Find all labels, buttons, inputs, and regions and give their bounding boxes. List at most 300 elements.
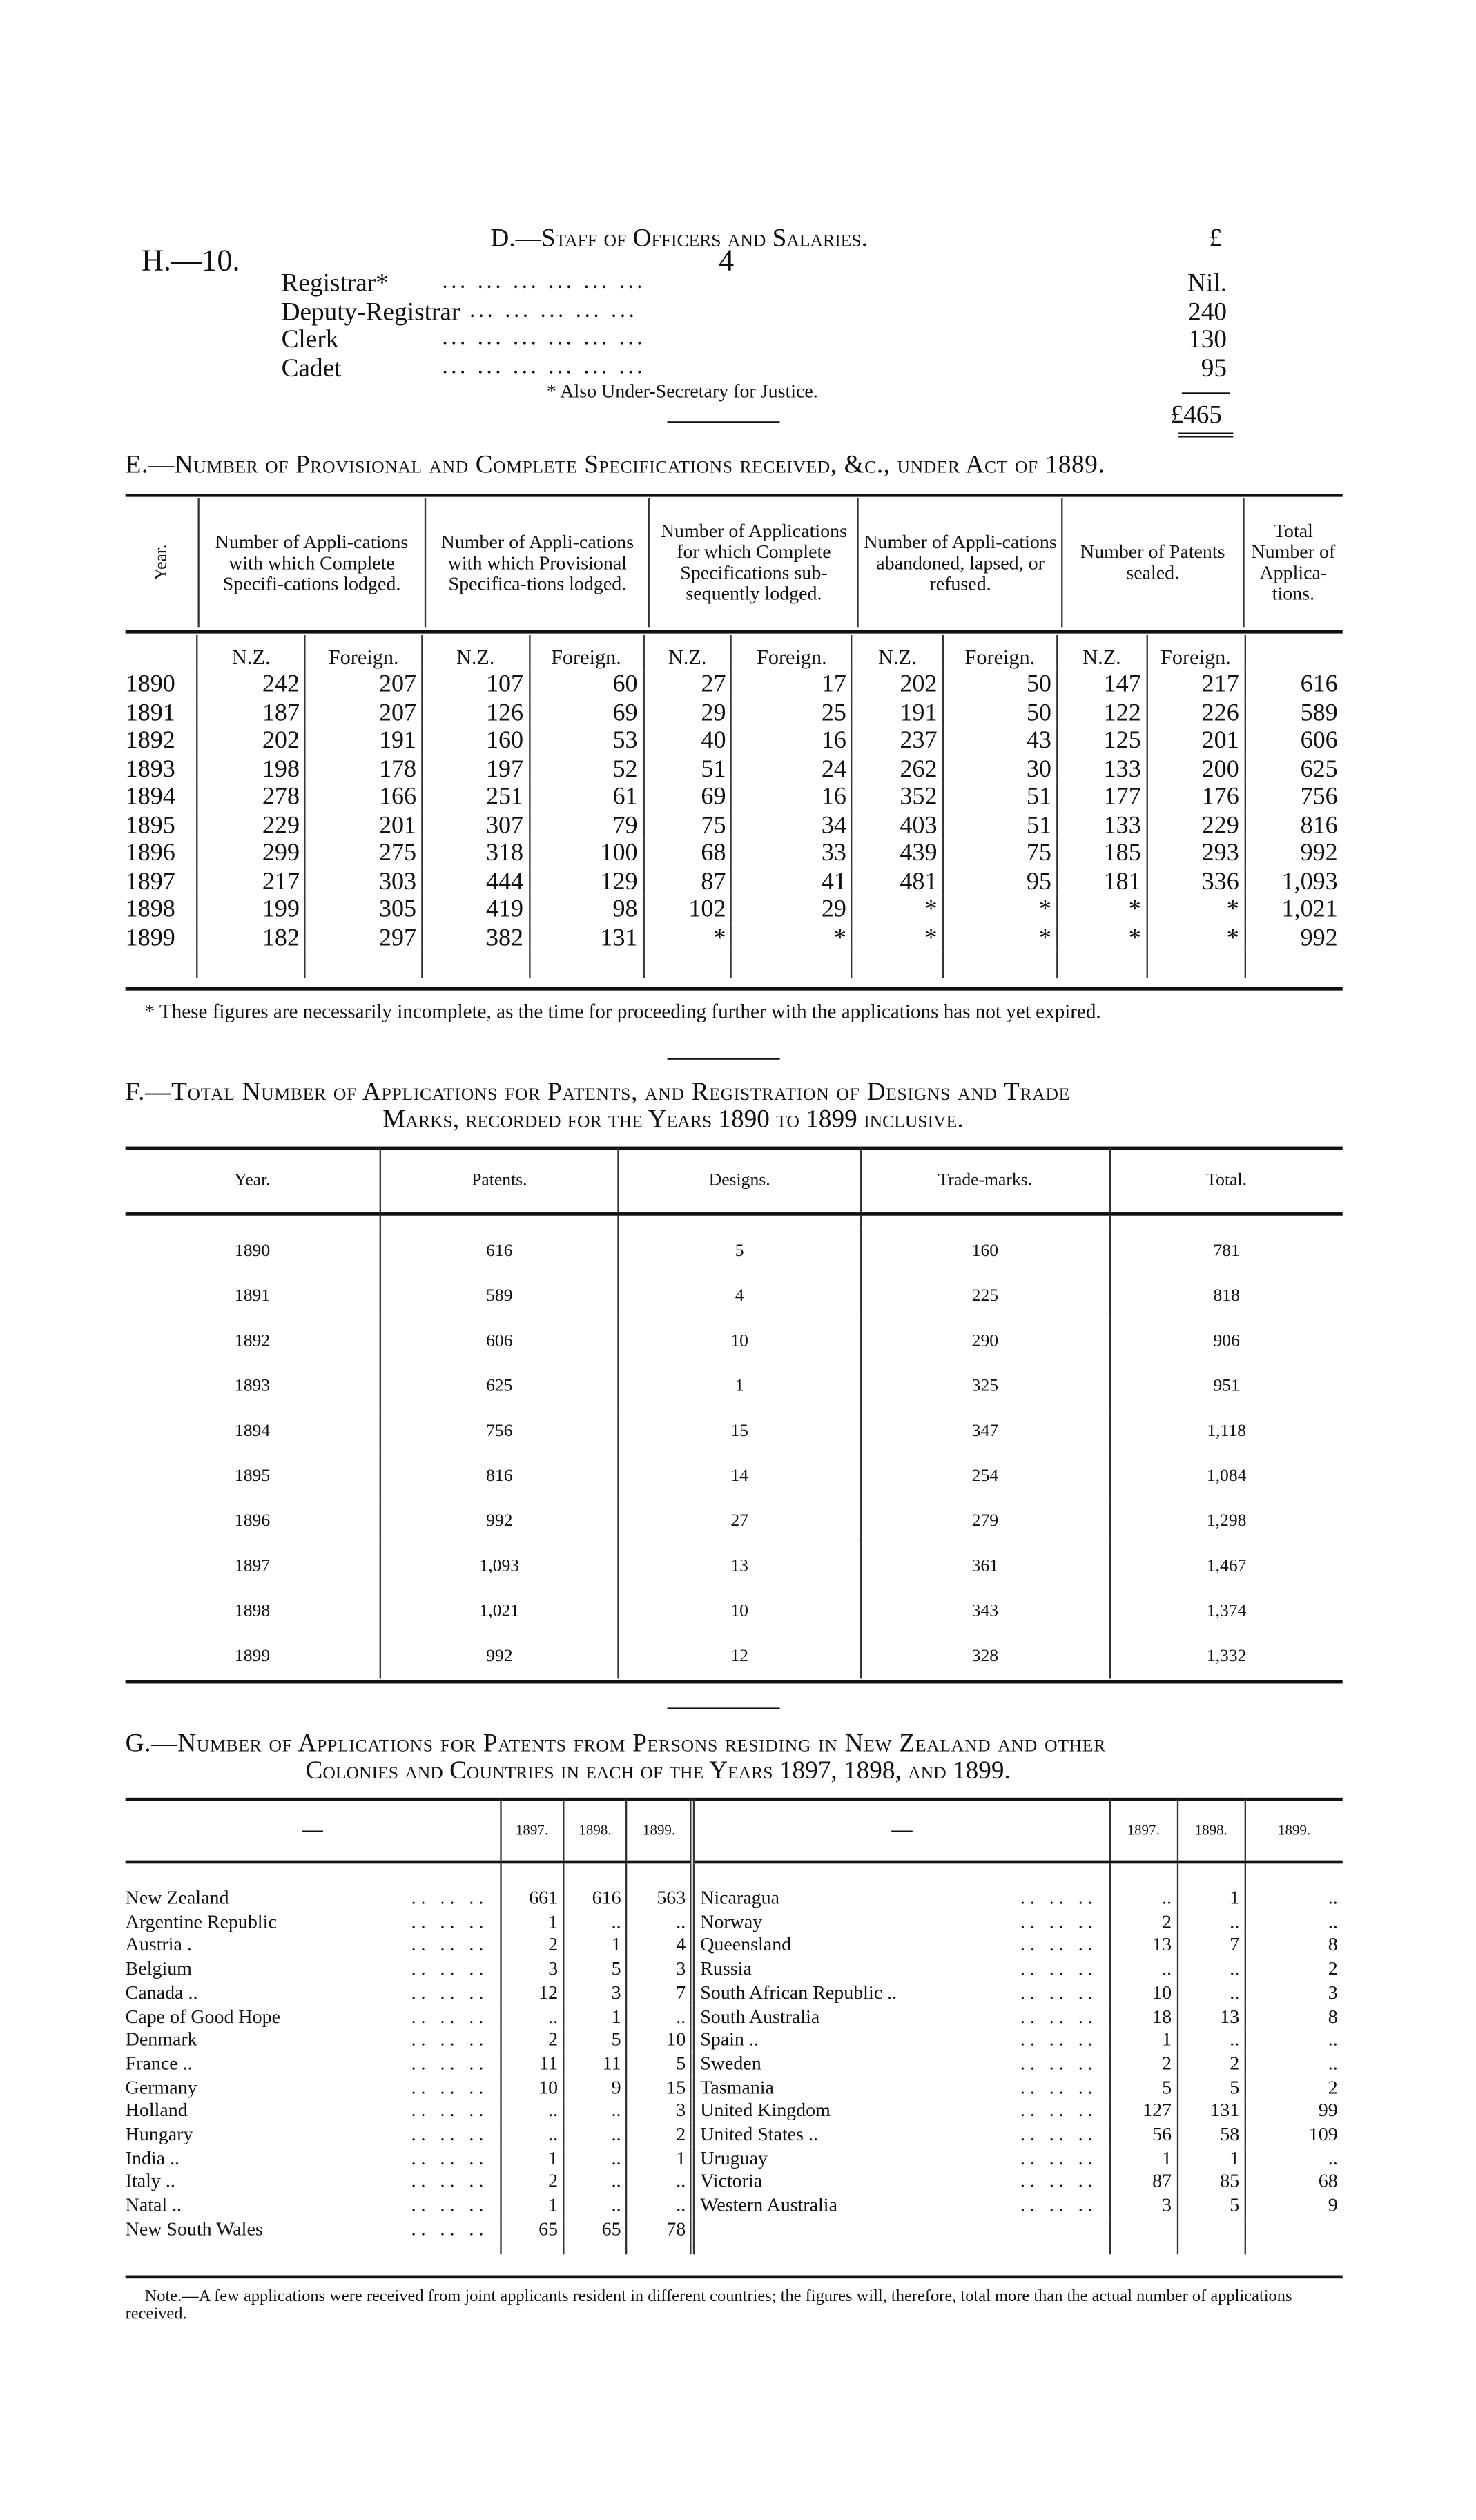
- value-cell: 992: [380, 1634, 619, 1678]
- table-bottom-rule: [126, 987, 1343, 991]
- country-label: [693, 2217, 1109, 2240]
- value-cell: 207: [305, 670, 422, 699]
- table-top-rule: [126, 494, 1343, 497]
- value-cell: 318: [422, 840, 529, 868]
- value-cell: *: [732, 924, 852, 952]
- value-cell: 906: [1109, 1319, 1342, 1364]
- spacer-cell: [422, 952, 529, 978]
- salary-value: Nil.: [1187, 270, 1227, 298]
- spacer-cell: [1245, 2241, 1342, 2254]
- leader-dots: ... ... ... ... ... ...: [442, 354, 646, 379]
- value-cell: 293: [1147, 840, 1245, 868]
- table-row: [126, 2099, 1343, 2122]
- spacer-cell: [126, 2241, 501, 2254]
- value-cell: 13: [619, 1544, 860, 1589]
- country-label: [126, 2004, 501, 2028]
- value-cell: 1: [501, 1910, 563, 1933]
- value-cell: 589: [380, 1274, 619, 1319]
- column-header: 1898.: [563, 1799, 626, 1862]
- spacer-cell: [197, 952, 305, 978]
- rule-cell: [1245, 1862, 1342, 1886]
- value-cell: 34: [732, 811, 852, 840]
- value-cell: 303: [305, 867, 422, 895]
- year-cell: 1896: [125, 839, 175, 867]
- value-cell: 275: [305, 840, 422, 868]
- year-cell: 1890: [234, 1241, 271, 1261]
- value-cell: 1: [501, 2193, 563, 2217]
- table-row: [126, 1981, 1343, 2004]
- section-e-header: [126, 498, 1343, 627]
- country-label: [126, 2075, 501, 2099]
- value-cell: 51: [643, 755, 732, 783]
- value-cell: 85: [1177, 2170, 1245, 2193]
- value-cell: 95: [943, 867, 1057, 895]
- salary-label: Registrar*: [281, 270, 389, 298]
- value-cell: 160: [860, 1228, 1109, 1273]
- table-row: [126, 670, 1343, 699]
- rule-cell: [1109, 1862, 1177, 1886]
- country-name: Cape of Good Hope: [125, 2004, 280, 2027]
- salary-total: £465: [1170, 402, 1223, 429]
- table-row: [126, 1228, 1343, 1273]
- country-label: [693, 1981, 1109, 2004]
- value-cell: 56: [1109, 2122, 1177, 2146]
- leader-dots: .. .. ..: [1020, 1957, 1098, 1980]
- value-cell: [1109, 2217, 1177, 2240]
- value-cell: ..: [501, 2004, 563, 2028]
- country-name: Queensland: [700, 1933, 792, 1957]
- value-cell: ..: [563, 2099, 626, 2122]
- column-header: Patents.: [380, 1148, 619, 1214]
- value-cell: 4: [619, 1274, 860, 1319]
- value-cell: 818: [1109, 1274, 1342, 1319]
- year-cell: 1893: [125, 755, 175, 783]
- value-cell: 661: [501, 1886, 563, 1910]
- rule-cell: [860, 1214, 1109, 1228]
- value-cell: 13: [1109, 1933, 1177, 1957]
- value-cell: 781: [1109, 1228, 1342, 1273]
- table-row: [126, 1499, 1343, 1544]
- value-cell: *: [1147, 924, 1245, 952]
- value-cell: 1,093: [1245, 867, 1343, 895]
- value-cell: 439: [852, 840, 943, 868]
- value-cell: 3: [627, 2099, 693, 2122]
- country-label: [693, 2122, 1109, 2146]
- column-header: Number of Appli-cations with which Provisional Specifica-tions lodged.: [425, 498, 649, 627]
- country-name: South African Republic ..: [700, 1980, 897, 2004]
- country-label: [693, 2170, 1109, 2193]
- value-cell: 13: [1177, 2004, 1245, 2028]
- value-cell: 305: [305, 895, 422, 924]
- value-cell: 79: [529, 811, 643, 840]
- table-row: [126, 2075, 1343, 2099]
- value-cell: *: [1057, 895, 1147, 924]
- salary-value: 95: [1201, 354, 1227, 382]
- table-row: [126, 1408, 1343, 1453]
- value-cell: 361: [860, 1544, 1109, 1589]
- value-cell: 30: [943, 755, 1057, 783]
- divider: [668, 421, 780, 423]
- leader-dots: .. .. ..: [1020, 1980, 1098, 2004]
- value-cell: ..: [563, 2193, 626, 2217]
- sub-header: N.Z.: [422, 635, 529, 670]
- leader-dots: .. .. ..: [1020, 1910, 1098, 1932]
- value-cell: 11: [563, 2052, 626, 2075]
- value-cell: ..: [1245, 2028, 1342, 2051]
- spacer-cell: [563, 2241, 626, 2254]
- country-name: Argentine Republic: [125, 1910, 277, 1932]
- leader-dots: .. .. ..: [411, 1910, 489, 1932]
- value-cell: 8: [1245, 2004, 1342, 2028]
- value-cell: 1,298: [1109, 1499, 1342, 1544]
- sub-header: Foreign.: [529, 635, 643, 670]
- value-cell: 1,093: [380, 1544, 619, 1589]
- table-row: [126, 1933, 1343, 1957]
- sub-header: [126, 635, 197, 670]
- year-cell: 1897: [234, 1556, 271, 1576]
- table-row: [126, 1589, 1343, 1634]
- value-cell: ..: [1245, 2146, 1342, 2170]
- table-row: [126, 811, 1343, 840]
- country-name: Italy ..: [125, 2169, 175, 2193]
- value-cell: 2: [1245, 1957, 1342, 1981]
- spacer-cell: [1147, 952, 1245, 978]
- value-cell: ..: [627, 2170, 693, 2193]
- value-cell: 336: [1147, 867, 1245, 895]
- value-cell: 5: [619, 1228, 860, 1273]
- spacer-cell: [305, 952, 422, 978]
- spacer-cell: [852, 952, 943, 978]
- value-cell: 756: [380, 1408, 619, 1453]
- value-cell: 51: [943, 783, 1057, 811]
- leader-dots: .. .. ..: [1020, 2004, 1098, 2027]
- year-cell: 1893: [234, 1376, 271, 1396]
- leader-dots: .. .. ..: [411, 1980, 489, 2004]
- year-cell: 1896: [234, 1511, 271, 1531]
- value-cell: 131: [1177, 2099, 1245, 2122]
- table-row: [126, 895, 1343, 924]
- column-header: 1898.: [1177, 1799, 1245, 1862]
- header-rule-row: [126, 1214, 1343, 1228]
- leader-dots: .. .. ..: [411, 2146, 489, 2169]
- table-row: [126, 1453, 1343, 1498]
- value-cell: 1,021: [1245, 895, 1343, 924]
- salary-label: Deputy-Registrar: [281, 298, 460, 326]
- value-cell: 616: [563, 1886, 626, 1910]
- value-cell: 50: [943, 670, 1057, 699]
- year-cell: 1897: [125, 867, 175, 895]
- value-cell: 226: [1147, 699, 1245, 727]
- value-cell: 2: [1177, 2052, 1245, 2075]
- country-name: Canada ..: [125, 1980, 198, 2004]
- country-name: France ..: [125, 2051, 193, 2075]
- value-cell: 290: [860, 1319, 1109, 1364]
- value-cell: 992: [1245, 924, 1343, 952]
- sub-header: N.Z.: [643, 635, 732, 670]
- rule-cell: [126, 1862, 501, 1886]
- sub-header: Foreign.: [1147, 635, 1245, 670]
- value-cell: 237: [852, 727, 943, 755]
- value-cell: 52: [529, 755, 643, 783]
- value-cell: 199: [197, 895, 305, 924]
- table-row: [126, 1634, 1343, 1678]
- value-cell: 419: [422, 895, 529, 924]
- leader-dots: .. .. ..: [1020, 2051, 1098, 2075]
- sub-header: [1245, 635, 1343, 670]
- leader-dots: .. .. ..: [1020, 2169, 1098, 2193]
- value-cell: 5: [563, 1957, 626, 1981]
- salary-value: 240: [1188, 298, 1227, 326]
- year-cell: 1894: [234, 1421, 271, 1441]
- value-cell: 102: [643, 895, 732, 924]
- value-cell: 200: [1147, 755, 1245, 783]
- value-cell: 1: [1109, 2028, 1177, 2051]
- value-cell: 2: [1245, 2075, 1342, 2099]
- country-label: [126, 1933, 501, 1957]
- table-row: [126, 1957, 1343, 1981]
- country-name: Uruguay: [700, 2146, 768, 2169]
- value-cell: 98: [529, 895, 643, 924]
- country-name: Hungary: [125, 2122, 193, 2145]
- leader-dots: .. .. ..: [411, 1886, 489, 1909]
- value-cell: 217: [197, 867, 305, 895]
- value-cell: 51: [943, 811, 1057, 840]
- country-label: [126, 2217, 501, 2240]
- country-label: [693, 1886, 1109, 1910]
- spacer-cell: [943, 952, 1057, 978]
- value-cell: 207: [305, 699, 422, 727]
- value-cell: 2: [501, 1933, 563, 1957]
- spacer-cell: [529, 952, 643, 978]
- column-header: 1897.: [1109, 1799, 1177, 1862]
- value-cell: 1,332: [1109, 1634, 1342, 1678]
- country-name: Tasmania: [700, 2075, 774, 2098]
- year-cell: 1895: [125, 811, 175, 839]
- spacer-cell: [643, 952, 732, 978]
- value-cell: ..: [1109, 1957, 1177, 1981]
- value-cell: ..: [563, 1910, 626, 1933]
- value-cell: 1: [1109, 2146, 1177, 2170]
- leader-dots: .. .. ..: [1020, 1933, 1098, 1957]
- value-cell: *: [852, 895, 943, 924]
- value-cell: 1: [627, 2146, 693, 2170]
- value-cell: 254: [860, 1453, 1109, 1498]
- leader-dots: .. .. ..: [411, 2099, 489, 2122]
- value-cell: 129: [529, 867, 643, 895]
- column-header: Designs.: [619, 1148, 860, 1214]
- column-header: —: [693, 1799, 1109, 1862]
- table-row: [126, 1319, 1343, 1364]
- value-cell: 10: [619, 1319, 860, 1364]
- value-cell: 10: [501, 2075, 563, 2099]
- country-name: Spain ..: [700, 2028, 759, 2051]
- value-cell: [1177, 2217, 1245, 2240]
- year-cell: 1892: [234, 1331, 271, 1351]
- column-header: Year.: [234, 1170, 271, 1190]
- value-cell: *: [852, 924, 943, 952]
- value-cell: ..: [501, 2122, 563, 2146]
- value-cell: 133: [1057, 811, 1147, 840]
- country-label: [126, 2193, 501, 2217]
- value-cell: 125: [1057, 727, 1147, 755]
- rule-cell: [126, 1214, 380, 1228]
- country-label: [693, 1957, 1109, 1981]
- country-label: [693, 2193, 1109, 2217]
- value-cell: 69: [529, 699, 643, 727]
- section-e-footnote: * These figures are necessarily incomplete, as the time for proceeding further with the applications has not yet expired.: [144, 1000, 1101, 1023]
- table-spacer: [126, 952, 1343, 978]
- country-label: [126, 2146, 501, 2170]
- value-cell: 191: [305, 727, 422, 755]
- value-cell: 297: [305, 924, 422, 952]
- value-cell: 225: [860, 1274, 1109, 1319]
- country-label: [126, 2099, 501, 2122]
- value-cell: 185: [1057, 840, 1147, 868]
- value-cell: 201: [305, 811, 422, 840]
- value-cell: ..: [501, 2099, 563, 2122]
- value-cell: 127: [1109, 2099, 1177, 2122]
- value-cell: 307: [422, 811, 529, 840]
- value-cell: 78: [627, 2217, 693, 2240]
- column-header: Number of Appli-cations abandoned, lapsed, or refused.: [859, 498, 1062, 627]
- leader-dots: .. .. ..: [411, 2217, 489, 2240]
- sub-header: N.Z.: [197, 635, 305, 670]
- value-cell: 202: [852, 670, 943, 699]
- leader-dots: .. .. ..: [411, 2169, 489, 2193]
- table-row: [126, 2028, 1343, 2051]
- value-cell: 347: [860, 1408, 1109, 1453]
- value-cell: 160: [422, 727, 529, 755]
- value-cell: 1: [1177, 1886, 1245, 1910]
- spacer-cell: [1109, 2241, 1177, 2254]
- value-cell: 217: [1147, 670, 1245, 699]
- country-name: Germany: [125, 2075, 197, 2098]
- country-name: Victoria: [700, 2169, 763, 2193]
- value-cell: ..: [563, 2122, 626, 2146]
- table-row: [126, 924, 1343, 952]
- table-row: [126, 1274, 1343, 1319]
- value-cell: 589: [1245, 699, 1343, 727]
- value-cell: 606: [1245, 727, 1343, 755]
- value-cell: 33: [732, 840, 852, 868]
- value-cell: 1: [1177, 2146, 1245, 2170]
- value-cell: 50: [943, 699, 1057, 727]
- leader-dots: .. .. ..: [1020, 2099, 1098, 2122]
- value-cell: 100: [529, 840, 643, 868]
- column-header: Trade-marks.: [860, 1148, 1109, 1214]
- value-cell: 17: [732, 670, 852, 699]
- value-cell: 8: [1245, 1933, 1342, 1957]
- value-cell: 187: [197, 699, 305, 727]
- leader-dots: .. .. ..: [411, 1957, 489, 1980]
- value-cell: 563: [627, 1886, 693, 1910]
- value-cell: *: [943, 895, 1057, 924]
- value-cell: ..: [627, 2193, 693, 2217]
- value-cell: 481: [852, 867, 943, 895]
- country-name: Holland: [125, 2099, 188, 2122]
- header-rule-row: [126, 1862, 1343, 1886]
- table-row: [126, 1910, 1343, 1933]
- value-cell: ..: [1109, 1886, 1177, 1910]
- value-cell: *: [1147, 895, 1245, 924]
- sum-rule: [1182, 392, 1230, 394]
- header-row: [126, 1799, 1343, 1862]
- value-cell: 325: [860, 1364, 1109, 1408]
- country-name: Belgium: [125, 1957, 192, 1980]
- leader-dots: .. .. ..: [1020, 2193, 1098, 2216]
- table-header-rule: [126, 630, 1343, 634]
- rule-cell: [501, 1862, 563, 1886]
- value-cell: 1,467: [1109, 1544, 1342, 1589]
- currency-header: £: [1209, 225, 1223, 253]
- leader-dots: .. .. ..: [411, 2028, 489, 2051]
- value-cell: 444: [422, 867, 529, 895]
- sub-header: Foreign.: [943, 635, 1057, 670]
- year-cell: 1898: [125, 895, 175, 923]
- value-cell: 816: [380, 1453, 619, 1498]
- value-cell: 1,118: [1109, 1408, 1342, 1453]
- value-cell: 58: [1177, 2122, 1245, 2146]
- value-cell: 18: [1109, 2004, 1177, 2028]
- value-cell: 16: [732, 783, 852, 811]
- rule-cell: [380, 1214, 619, 1228]
- country-name: New South Wales: [125, 2217, 263, 2240]
- table-row: [126, 2170, 1343, 2193]
- column-header: Number of Applications for which Complete Specifications sub-sequently lodged.: [649, 498, 858, 627]
- value-cell: 69: [643, 783, 732, 811]
- value-cell: ..: [1177, 1981, 1245, 2004]
- value-cell: ..: [1177, 2028, 1245, 2051]
- value-cell: 197: [422, 755, 529, 783]
- value-cell: 68: [643, 840, 732, 868]
- value-cell: 5: [627, 2052, 693, 2075]
- value-cell: 3: [563, 1981, 626, 2004]
- value-cell: 5: [1109, 2075, 1177, 2099]
- value-cell: 9: [563, 2075, 626, 2099]
- leader-dots: ... ... ... ... ... ...: [442, 270, 646, 295]
- value-cell: 99: [1245, 2099, 1342, 2122]
- rule-cell: [627, 1862, 693, 1886]
- value-cell: 352: [852, 783, 943, 811]
- value-cell: 60: [529, 670, 643, 699]
- value-cell: ..: [1245, 2052, 1342, 2075]
- value-cell: 53: [529, 727, 643, 755]
- year-cell: 1899: [234, 1646, 271, 1666]
- section-e-table: [126, 635, 1343, 978]
- table-row: [126, 2193, 1343, 2217]
- value-cell: 29: [643, 699, 732, 727]
- salary-label: Clerk: [281, 326, 339, 354]
- country-name: Natal ..: [125, 2193, 182, 2216]
- value-cell: 75: [643, 811, 732, 840]
- section-e-title: E.—Number of Provisional and Complete Specifications received, &c., under Act of 1889.: [125, 452, 1105, 480]
- value-cell: 1: [619, 1364, 860, 1408]
- rule-cell: [1109, 1214, 1342, 1228]
- column-header: 1897.: [501, 1799, 563, 1862]
- page-reference: H.—10.: [141, 244, 240, 278]
- table-row: [126, 840, 1343, 868]
- spacer-cell: [732, 952, 852, 978]
- leader-dots: .. .. ..: [1020, 2028, 1098, 2051]
- year-cell: 1890: [125, 670, 175, 698]
- leader-dots: .. .. ..: [1020, 1886, 1098, 1909]
- year-cell: 1894: [125, 783, 175, 811]
- value-cell: 178: [305, 755, 422, 783]
- value-cell: 147: [1057, 670, 1147, 699]
- value-cell: 29: [732, 895, 852, 924]
- country-label: [693, 2099, 1109, 2122]
- section-f-title-2: Marks, recorded for the Years 1890 to 1899 inclusive.: [382, 1106, 964, 1134]
